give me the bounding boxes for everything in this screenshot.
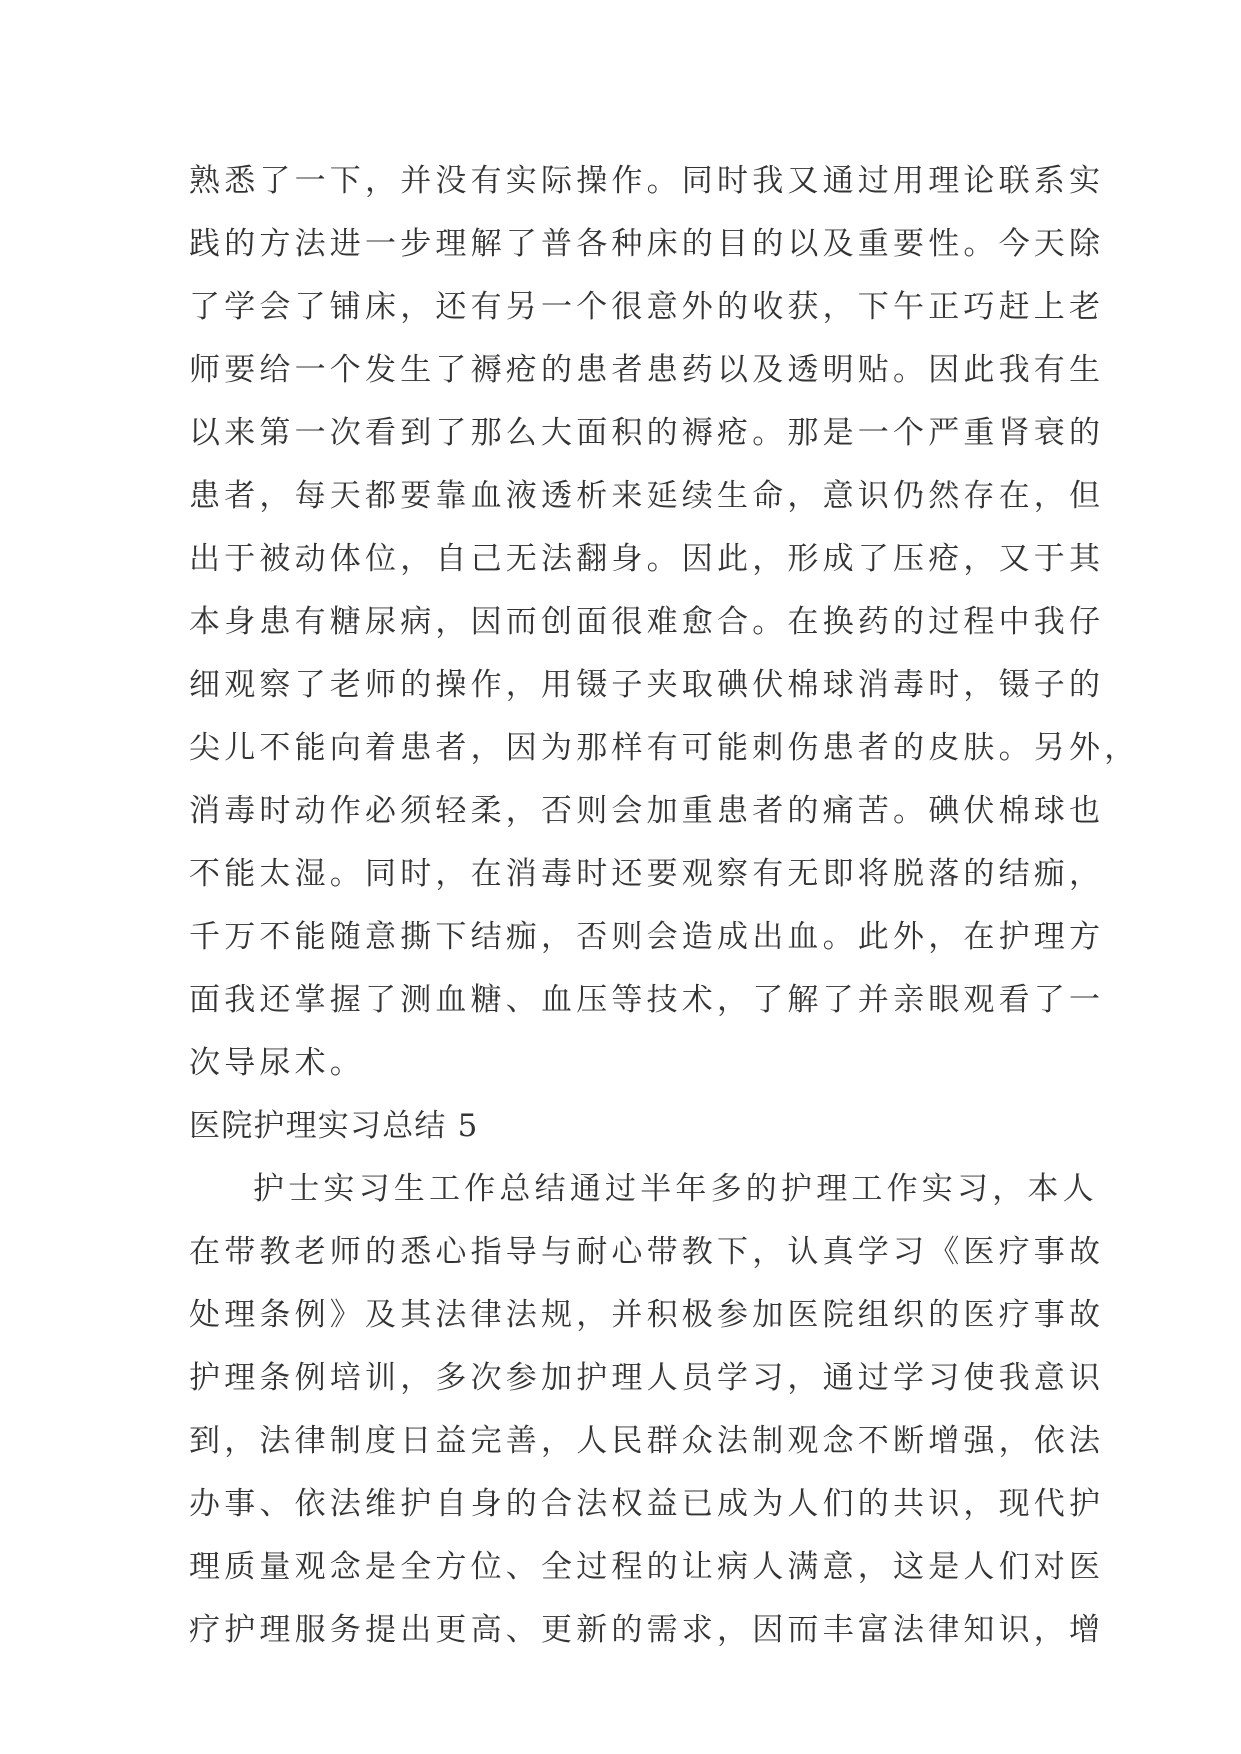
text-line: 践的方法进一步理解了普各种床的目的以及重要性。今天除 [189, 226, 1105, 262]
text-line: 不能太湿。同时，在消毒时还要观察有无即将脱落的结痂， [189, 856, 1105, 892]
text-line: 处理条例》及其法律法规，并积极参加医院组织的医疗事故 [189, 1297, 1105, 1333]
text-line: 到，法律制度日益完善，人民群众法制观念不断增强，依法 [189, 1423, 1105, 1459]
text-line: 本身患有糖尿病，因而创面很难愈合。在换药的过程中我仔 [189, 604, 1105, 640]
text-line: 护士实习生工作总结通过半年多的护理工作实习，本人 [253, 1171, 1098, 1207]
text-line: 办事、依法维护自身的合法权益已成为人们的共识，现代护 [189, 1486, 1105, 1522]
text-line: 了学会了铺床，还有另一个很意外的收获，下午正巧赶上老 [189, 289, 1105, 325]
text-line: 疗护理服务提出更高、更新的需求，因而丰富法律知识，增 [189, 1612, 1105, 1648]
section-heading: 医院护理实习总结 5 [189, 1108, 479, 1144]
text-line: 消毒时动作必须轻柔，否则会加重患者的痛苦。碘伏棉球也 [189, 793, 1105, 829]
text-line: 面我还掌握了测血糖、血压等技术，了解了并亲眼观看了一 [189, 982, 1105, 1018]
text-line: 以来第一次看到了那么大面积的褥疮。那是一个严重肾衰的 [189, 415, 1105, 451]
text-line: 护理条例培训，多次参加护理人员学习，通过学习使我意识 [189, 1360, 1105, 1396]
document-body [189, 150, 1140, 1662]
text-line: 次导尿术。 [189, 1045, 365, 1081]
paragraph-continuation [189, 150, 1140, 1095]
text-line: 千万不能随意撕下结痂，否则会造成出血。此外，在护理方 [189, 919, 1105, 955]
text-line: 出于被动体位，自己无法翻身。因此，形成了压疮，又于其 [189, 541, 1105, 577]
paragraph-summary-5 [189, 1158, 1105, 1662]
text-line: 师要给一个发生了褥疮的患者患药以及透明贴。因此我有生 [189, 352, 1105, 388]
text-line: 熟悉了一下，并没有实际操作。同时我又通过用理论联系实 [189, 163, 1105, 199]
text-line: 患者，每天都要靠血液透析来延续生命，意识仍然存在，但 [189, 478, 1105, 514]
text-line: 在带教老师的悉心指导与耐心带教下，认真学习《医疗事故 [189, 1234, 1105, 1270]
text-line: 尖儿不能向着患者，因为那样有可能刺伤患者的皮肤。另外， [189, 730, 1140, 766]
text-line: 理质量观念是全方位、全过程的让病人满意，这是人们对医 [189, 1549, 1105, 1585]
text-line: 细观察了老师的操作，用镊子夹取碘伏棉球消毒时，镊子的 [189, 667, 1105, 703]
